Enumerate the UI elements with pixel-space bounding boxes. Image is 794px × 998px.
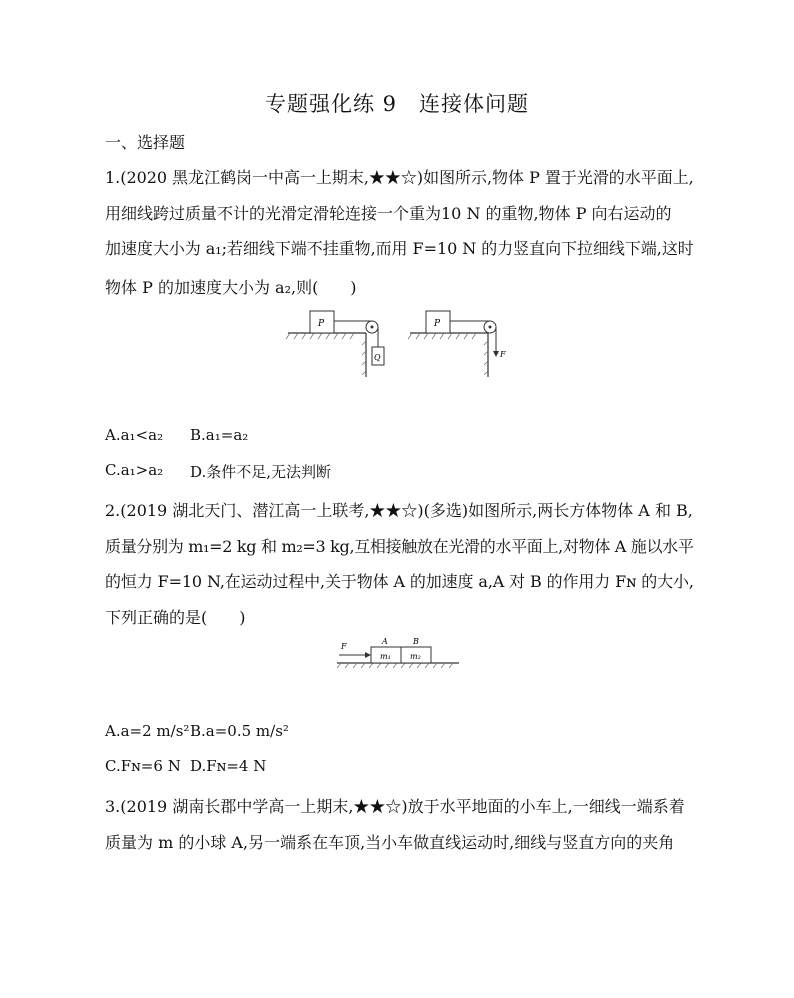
label-m1: m₁ [380,652,391,661]
q1-line-4: 物体 P 的加速度大小为 a₂,则( ) [105,278,357,297]
q3-line-2: 质量为 m 的小球 A,另一端系在车顶,当小车做直线运动时,细线与竖直方向的夹角 [105,833,675,852]
q1-option-a[interactable]: A.a₁<a₂ [105,426,164,444]
label-a: A [382,637,388,646]
label-p-right: P [434,319,441,329]
label-p-left: P [318,319,325,329]
q1-line-2: 用细线跨过质量不计的光滑定滑轮连接一个重为10 N 的重物,物体 P 向右运动的 [105,204,672,223]
q2-option-b[interactable]: B.a=0.5 m/s² [190,722,289,740]
q1-line-3: 加速度大小为 a₁;若细线下端不挂重物,而用 F=10 N 的力竖直向下拉细线下端,这时 [105,239,694,258]
label-f-q2: F [341,642,347,651]
q1-line-1: 1.(2020 黑龙江鹤岗一中高一上期末,★★☆)如图所示,物体 P 置于光滑的水平面上, [105,168,694,187]
label-q: Q [374,353,381,362]
page-title: 专题强化练 9 连接体问题 [264,92,530,116]
label-b: B [413,637,419,646]
q1-figure [280,305,520,385]
q2-line-4: 下列正确的是( ) [105,608,246,627]
label-f-q1: F [500,350,506,359]
q1-option-b[interactable]: B.a₁=a₂ [190,426,249,444]
force-arrow-right [365,652,371,658]
label-m2: m₂ [410,652,421,661]
q1-option-c[interactable]: C.a₁>a₂ [105,461,164,479]
q2-option-a[interactable]: A.a=2 m/s² [105,722,190,740]
q2-line-1: 2.(2019 湖北天门、潜江高一上联考,★★☆)(多选)如图所示,两长方体物体 A 和 B, [105,501,693,520]
q2-line-2: 质量分别为 m₁=2 kg 和 m₂=3 kg,互相接触放在光滑的水平面上,对物体 A 施以水平 [105,537,694,556]
force-arrow-down [493,351,499,357]
q1-option-d[interactable]: D.条件不足,无法判断 [190,463,332,481]
q2-option-d[interactable]: D.Fɴ=4 N [190,757,267,775]
q2-figure [335,635,465,675]
q2-line-3: 的恒力 F=10 N,在运动过程中,关于物体 A 的加速度 a,A 对 B 的作用力 Fɴ 的大小, [105,572,694,591]
q2-option-c[interactable]: C.Fɴ=6 N [105,757,181,775]
q3-line-1: 3.(2019 湖南长郡中学高一上期末,★★☆)放于水平地面的小车上,一细线一端系着 [105,797,685,816]
section-heading: 一、选择题 [105,133,186,152]
